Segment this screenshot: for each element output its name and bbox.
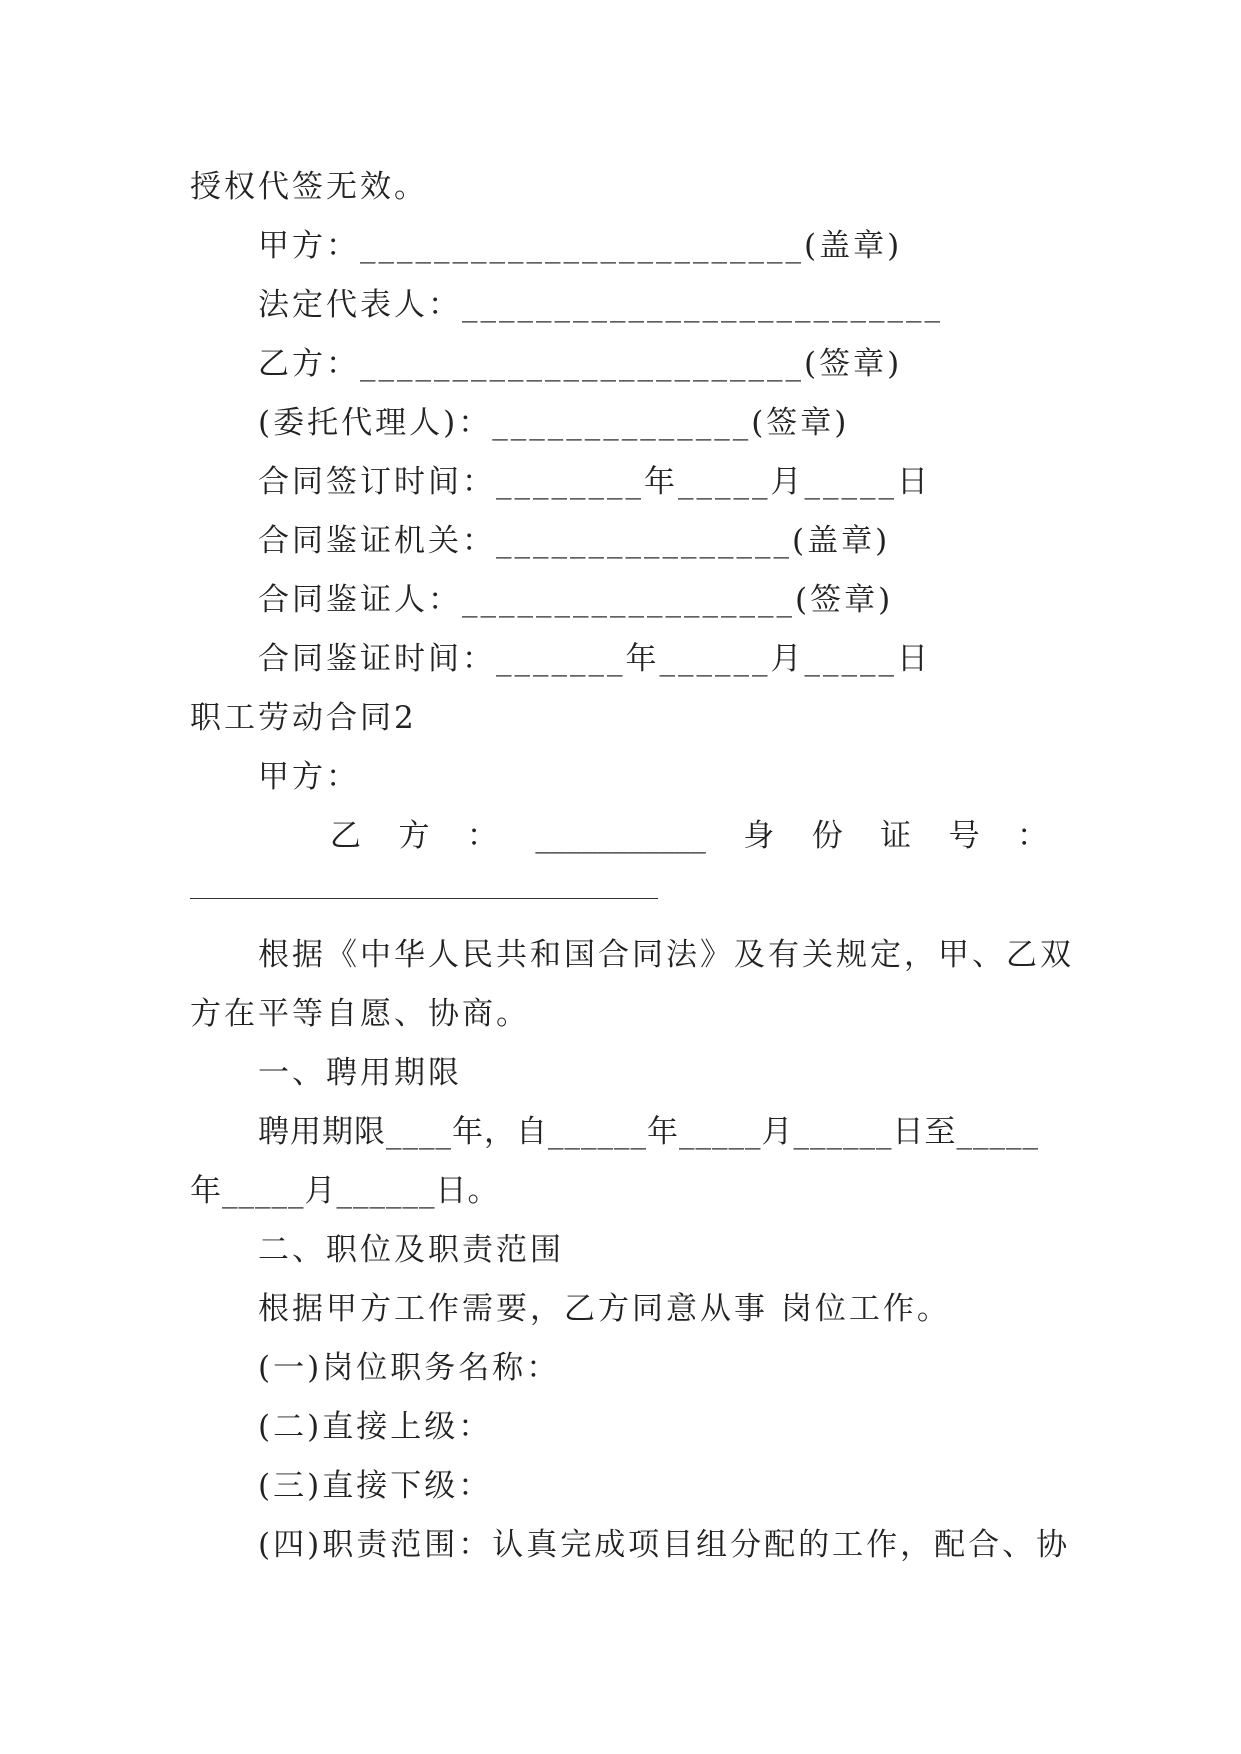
- party-b-colon: ：: [466, 818, 498, 854]
- party-b-sign-line: 乙方：________________________(签章): [258, 346, 903, 382]
- party-a-label-line: 甲方：: [258, 759, 360, 795]
- text-line-authorization-invalid: 授权代签无效。: [190, 169, 428, 205]
- position-title-line: (一)岗位职务名称：: [258, 1350, 561, 1386]
- verification-date-line: 合同鉴证时间：_______年______月_____日: [258, 641, 931, 677]
- heading-position-scope: 二、职位及职责范围: [258, 1232, 564, 1268]
- responsibility-scope-line: (四)职责范围：认真完成项目组分配的工作，配合、协: [258, 1527, 1071, 1563]
- party-b-blank: ___________: [535, 818, 706, 854]
- legal-representative-line: 法定代表人：__________________________: [258, 287, 943, 323]
- verifier-line: 合同鉴证人：__________________(签章): [258, 582, 894, 618]
- party-b-char-1: 乙: [330, 818, 361, 854]
- section-title-contract-2: 职工劳动合同2: [190, 700, 417, 736]
- heading-employment-term: 一、聘用期限: [258, 1055, 462, 1091]
- id-char-3: 证: [880, 818, 912, 854]
- id-char-4: 号: [948, 818, 980, 854]
- party-a-seal-line: 甲方：________________________(盖章): [258, 228, 903, 264]
- position-agreement-line: 根据甲方工作需要，乙方同意从事 岗位工作。: [258, 1291, 951, 1327]
- id-char-2: 份: [811, 818, 843, 854]
- id-colon: ：: [1017, 818, 1048, 854]
- employment-term-line-2: 年_____月______日。: [190, 1173, 500, 1209]
- contract-signing-date-line: 合同签订时间：________年_____月_____日: [258, 464, 931, 500]
- direct-superior-line: (二)直接上级：: [258, 1409, 493, 1445]
- employment-term-line-1: 聘用期限____年，自______年_____月______日至_____: [258, 1114, 1039, 1150]
- paragraph-basis-line-1: 根据《中华人民共和国合同法》及有关规定，甲、乙双: [258, 937, 1074, 973]
- verification-authority-line: 合同鉴证机关：________________(盖章): [258, 523, 891, 559]
- id-number-blank-rule: [190, 898, 658, 899]
- agent-sign-line: (委托代理人)：______________(签章): [258, 405, 850, 441]
- id-char-1: 身: [743, 818, 775, 854]
- party-b-char-2: 方: [398, 818, 430, 854]
- direct-subordinate-line: (三)直接下级：: [258, 1468, 493, 1504]
- paragraph-basis-line-2: 方在平等自愿、协商。: [190, 996, 530, 1032]
- party-b-id-line: [330, 816, 1048, 856]
